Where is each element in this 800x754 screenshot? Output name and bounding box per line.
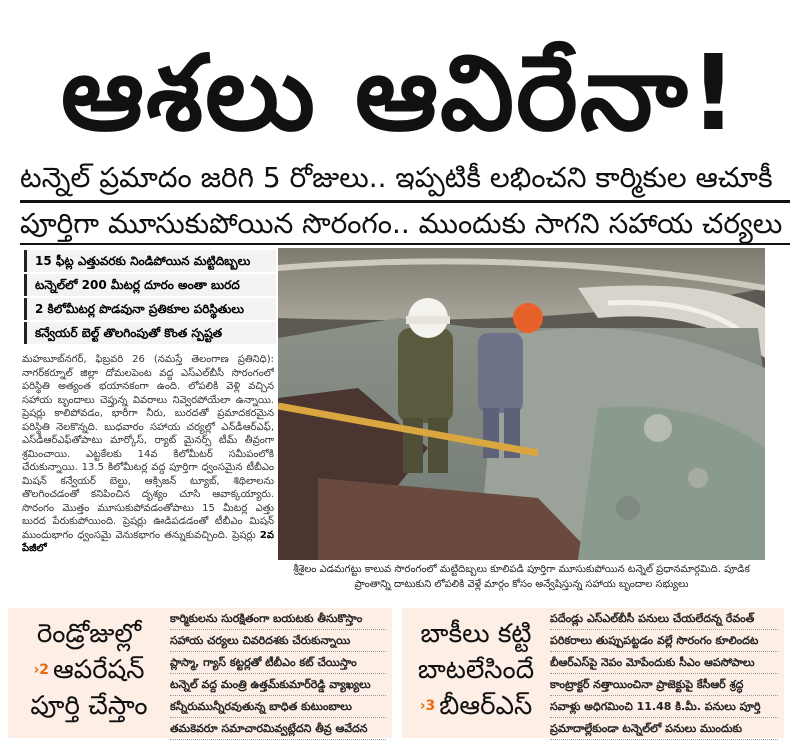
box2-items xyxy=(550,608,778,740)
teaser-item: పదేండ్లు ఎస్‌ఎల్‌బీసీ పనులు చేయలేదన్న రేవంత్ xyxy=(550,608,778,630)
box1-heading-line: రెండ్రోజుల్లో xyxy=(36,619,142,649)
related-story-box-1[interactable] xyxy=(8,608,392,738)
teaser-item: కార్మికులను సురక్షితంగా బయటకు తీసుకొస్తాం xyxy=(170,608,386,630)
teaser-item: కన్నీరుమున్నీరవుతున్న బాధిత కుటుంబాలు xyxy=(170,696,386,718)
box2-heading-text: బీఆర్‌ఎస్ xyxy=(439,691,533,721)
box1-heading xyxy=(14,616,164,724)
teaser-item: పరికరాలు తుప్పుపట్టడం వల్లే సొరంగం కూలిందట xyxy=(550,630,778,652)
article-text: మహబూబ్‌నగర్, ఫిబ్రవరి 26 (నమస్తే తెలంగాణ ప్రతినిధి): నాగర్‌కర్నూల్ జిల్లా దోమలపెంట వద్ద ఎస్‌ఎల్‌బీసీ సొరంగంలో పరిస్థితి అత్యంత భయానకంగా ఉంది. లోపలికి వెళ్లి వచ్చిన సహాయ బృందాలు చెప్తున్న వివరాలు నివ్వెరపోయేలా ఉన్నాయి. ప్రెషర్లు కాలిపోవడం, భారీగా నీరు, బురదతో ప్రమాదకరమైన పరిస్థితి నెలకొన్నది. బుధవారం సహాయ చర్యల్లో ఎన్‌డీఆర్‌ఎఫ్, ఎస్‌డీఆర్‌ఎఫ్‌తోపాటు మార్కోస్, ర్యాట్ మైనర్స్ టీమ్ తీవ్రంగా శ్రమించాయి. ఎట్టకేలకు 14వ కిలోమీటర్ సమీపంలోకి చేరుకున్నాయి. 13.5 కిలోమీటర్ల వద్ద పూర్తిగా ధ్వంసమైన టీబీఎం మిషన్ కన్వేయర్ బెల్టు, ఆక్సిజన్ ట్యూబ్, శిథిలాలను తొలగించడంతో కనిపించిన దృశ్యం చూసి ఆవాక్కయ్యారు. సొరంగం మొత్తం మూసుకుపోవడంతోపాటు 15 మీటర్ల ఎత్తు బురద పేరుకుపోయింది. ప్రెషర్లు ఊడిపడడంతో టీబీఎం మిషన్ ముందుభాగం ధ్వంసమై వెనుకభాగం తన్నుకువచ్చింది. ప్రెషర్లు xyxy=(22,354,274,541)
box1-items xyxy=(170,608,386,740)
box2-heading-line: బాటలేసిందే xyxy=(417,655,535,685)
highlight-item: 2 కిలోమీటర్ల పొడవునా ప్రతికూల పరిస్థితులు xyxy=(24,298,276,320)
box1-heading-text: ఆపరేషన్ xyxy=(53,655,145,685)
box2-heading-line xyxy=(406,688,546,724)
teaser-item: ప్రమాదాల్లేకుండా టన్నెల్‌లో పనులు ముందుకు xyxy=(550,718,778,740)
continued-on-page[interactable]: 2వ పేజీలో xyxy=(22,529,274,554)
teaser-item: సవాళ్లు అధిగమించి 11.48 కి.మీ. పనులు పూర్తి xyxy=(550,696,778,718)
box2-heading xyxy=(406,616,546,724)
page-ref: ›3 xyxy=(419,698,436,714)
box2-heading-line: బాకీలు కట్టి xyxy=(420,619,532,649)
divider xyxy=(20,200,790,203)
box1-heading-line xyxy=(14,652,164,688)
divider xyxy=(20,243,790,245)
teaser-item: కాంట్రాక్టర్ నత్తాయించినా ప్రాజెక్టుపై కేసీఆర్ శ్రద్ధ xyxy=(550,674,778,696)
related-story-box-2[interactable] xyxy=(402,608,784,738)
article-body xyxy=(22,353,274,595)
teaser-item: బీఆర్‌ఎస్‌పై నెపం మోపేందుకు సీఎం ఆపసోపాలు xyxy=(550,652,778,674)
highlight-item: కన్వేయర్ బెల్ట్ తొలగింపుతో కొంత స్పష్టత xyxy=(24,322,276,344)
teaser-item: సహాయ చర్యలు చివరిదశకు చేరుకున్నాయి xyxy=(170,630,386,652)
subheadline-1: టన్నెల్ ప్రమాదం జరిగి 5 రోజులు.. ఇప్పటికీ లభించని కార్మికుల ఆచూకీ xyxy=(20,161,773,194)
teaser-item: తమకెవరూ సమాచారమివ్వట్లేదని తీవ్ర ఆవేదన xyxy=(170,718,386,740)
highlight-item: టన్నెల్‌లో 200 మీటర్ల దూరం అంతా బురద xyxy=(24,274,276,296)
page-ref: ›2 xyxy=(33,662,50,678)
news-photo xyxy=(278,248,765,560)
teaser-item: ప్లాస్మా, గ్యాస్ కట్టర్లతో టీబీఎం కట్ చేయిస్తాం xyxy=(170,652,386,674)
highlight-item: 15 ఫీట్ల ఎత్తువరకు నిండిపోయిన మట్టిదిబ్బలు xyxy=(24,250,276,272)
teaser-item: టన్నెల్ వద్ద మంత్రి ఉత్తమ్‌కుమార్‌రెడ్డి వ్యాఖ్యలు xyxy=(170,674,386,696)
photo-caption: శ్రీశైలం ఎడమగట్టు కాలువ సొరంగంలో మట్టిదిబ్బలు కూలిపడి పూర్తిగా మూసుకుపోయిన టన్నెల్ ప్రధానమార్గమిది. పూడిక ప్రాంతాన్ని దాటుకుని లోపలికి వెళ్లే మార్గం కోసం అన్వేషిస్తున్న సహాయ బృందాల సభ్యులు xyxy=(293,564,750,590)
subheadline-2: పూర్తిగా మూసుకుపోయిన సొరంగం.. ముందుకు సాగని సహాయ చర్యలు xyxy=(20,207,783,240)
headline: ఆశలు ఆవిరేనా! xyxy=(60,32,740,154)
box1-heading-line: పూర్తి చేస్తాం xyxy=(30,691,148,721)
highlights-list xyxy=(24,250,276,346)
